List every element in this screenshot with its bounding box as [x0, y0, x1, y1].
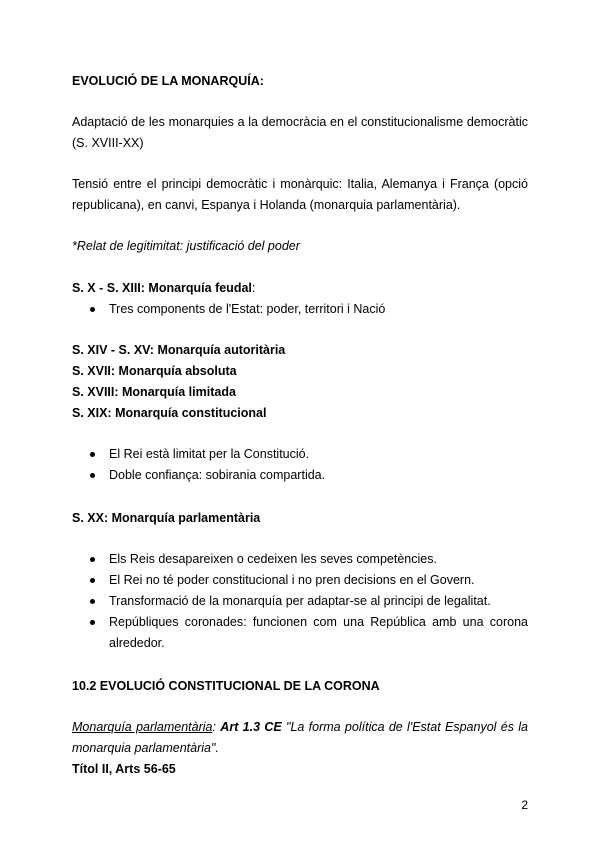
bullet-icon: [90, 307, 95, 312]
period-absoluta: S. XVII: Monarquía absoluta: [72, 364, 237, 378]
parliamentary-list: [72, 549, 528, 654]
feudal-list: [72, 299, 528, 320]
bullet-icon: [90, 473, 95, 478]
page-number: 2: [521, 798, 528, 812]
legitimacy-note: *Relat de legitimitat: justificació del poder: [72, 239, 300, 253]
period-autoritaria: S. XIV - S. XV: Monarquía autoritària: [72, 343, 286, 357]
article-ref: Art 1.3 CE: [220, 720, 282, 734]
feudal-heading-label: S. X - S. XIII: Monarquía feudal: [72, 281, 252, 295]
article-quote: "La forma política de l'Estat Espanyol és la monarquia parlamentària".: [72, 720, 528, 755]
list-item: Transformació de la monarquía per adaptar-se al principi de legalitat.: [72, 591, 528, 612]
bullet-icon: [90, 599, 95, 604]
crown-paragraph: [72, 717, 528, 759]
constitutional-list: [72, 444, 528, 486]
list-item: Els Reis desapareixen o cedeixen les seves competències.: [72, 549, 528, 570]
period-constitucional: S. XIX: Monarquía constitucional: [72, 406, 267, 420]
parliamentary-heading: S. XX: Monarquía parlamentària: [72, 511, 261, 525]
list-item: Tres components de l'Estat: poder, territori i Nació: [72, 299, 528, 320]
crown-colon: :: [212, 720, 216, 734]
section-title: 10.2 EVOLUCIÓ CONSTITUCIONAL DE LA CORONA: [72, 679, 380, 693]
bullet-icon: [90, 620, 95, 625]
bullet-icon: [90, 578, 95, 583]
tension-paragraph: Tensió entre el principi democràtic i monàrquic: Italia, Alemanya i França (opció republicana), en canvi, Espanya i Holanda (monarquia parlamentària).: [72, 177, 528, 212]
page-title: EVOLUCIÓ DE LA MONARQUÍA:: [72, 74, 264, 88]
feudal-heading: [72, 278, 528, 299]
title-reference: Títol II, Arts 56-65: [72, 762, 176, 776]
period-limitada: S. XVIII: Monarquía limitada: [72, 385, 236, 399]
list-item: Doble confiança: sobirania compartida.: [72, 465, 528, 486]
bullet-icon: [90, 557, 95, 562]
bullet-icon: [90, 452, 95, 457]
list-item: Repúbliques coronades: funcionen com una República amb una corona alrededor.: [72, 612, 528, 654]
list-item: El Rei està limitat per la Constitució.: [72, 444, 528, 465]
feudal-heading-colon: :: [251, 281, 256, 295]
intro-paragraph: Adaptació de les monarquies a la democràcia en el constitucionalisme democràtic (S. XVIII-XX): [72, 115, 528, 150]
crown-term: Monarquía parlamentària: [72, 720, 213, 734]
list-item: El Rei no té poder constitucional i no pren decisions en el Govern.: [72, 570, 528, 591]
